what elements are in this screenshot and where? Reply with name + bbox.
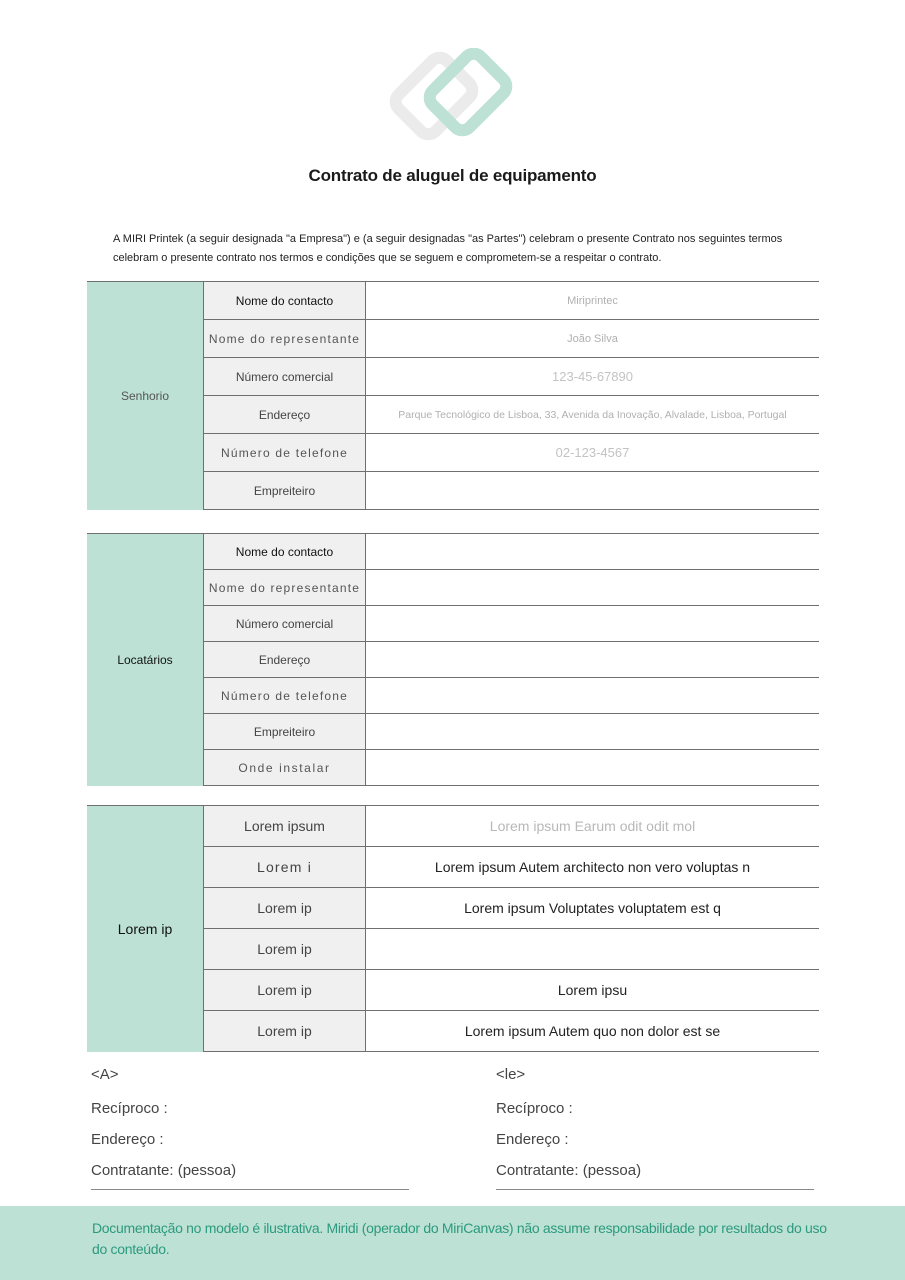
signature-contractor[interactable]: Contratante: (pessoa) — [496, 1162, 642, 1179]
field-value[interactable]: Miriprintec — [366, 282, 820, 320]
details-header: Lorem ip — [87, 806, 204, 1052]
field-value[interactable]: Lorem ipsum Voluptates voluptatem est q — [366, 888, 820, 929]
field-label: Empreiteiro — [204, 472, 366, 510]
field-value[interactable] — [366, 642, 820, 678]
field-label: Lorem ip — [204, 970, 366, 1011]
field-value[interactable] — [366, 678, 820, 714]
field-value[interactable]: Lorem ipsum Autem architecto non vero voluptas n — [366, 847, 820, 888]
table-row — [87, 534, 819, 570]
field-label: Número de telefone — [204, 434, 366, 472]
field-label: Número de telefone — [204, 678, 366, 714]
signature-heading: <A> — [91, 1066, 119, 1083]
field-value[interactable]: João Silva — [366, 320, 820, 358]
field-label: Nome do contacto — [204, 282, 366, 320]
field-value[interactable] — [366, 472, 820, 510]
landlord-header: Senhorio — [87, 282, 204, 510]
signature-line — [496, 1189, 814, 1190]
tenants-table — [87, 533, 819, 786]
field-label: Onde instalar — [204, 750, 366, 786]
table-row — [87, 282, 819, 320]
signature-heading: <le> — [496, 1066, 526, 1083]
field-value[interactable] — [366, 750, 820, 786]
field-value[interactable] — [366, 714, 820, 750]
signature-contractor[interactable]: Contratante: (pessoa) — [91, 1162, 237, 1179]
signature-block-b — [496, 1064, 814, 1190]
field-label: Nome do representante — [204, 570, 366, 606]
field-label: Número comercial — [204, 358, 366, 396]
table-row — [87, 806, 819, 847]
field-label: Lorem i — [204, 847, 366, 888]
field-value[interactable] — [366, 929, 820, 970]
tenants-header: Locatários — [87, 534, 204, 786]
footer-disclaimer: Documentação no modelo é ilustrativa. Miridi (operador do MiriCanvas) não assume responsabilidade por resultados do uso do conteúdo. — [92, 1220, 827, 1257]
signature-reciprocal[interactable]: Recíproco : — [496, 1100, 573, 1117]
field-value[interactable]: Parque Tecnológico de Lisboa, 33, Avenida da Inovação, Alvalade, Lisboa, Portugal — [366, 396, 820, 434]
field-label: Número comercial — [204, 606, 366, 642]
logo-icon — [386, 48, 520, 148]
intro-line: celebram o presente contrato nos termos e condições que se seguem e comprometem-se a respeitar o contrato. — [113, 252, 662, 264]
details-table — [87, 805, 819, 1052]
field-value[interactable]: Lorem ipsum Earum odit odit mol — [366, 806, 820, 847]
field-label: Nome do representante — [204, 320, 366, 358]
field-label: Endereço — [204, 642, 366, 678]
field-label: Lorem ip — [204, 1011, 366, 1052]
field-value[interactable]: 02-123-4567 — [366, 434, 820, 472]
signature-block-a — [91, 1064, 409, 1190]
signature-address[interactable]: Endereço : — [91, 1131, 164, 1148]
landlord-table — [87, 281, 819, 510]
signature-reciprocal[interactable]: Recíproco : — [91, 1100, 168, 1117]
page-title: Contrato de aluguel de equipamento — [308, 166, 597, 185]
intro-text — [113, 230, 813, 268]
field-label: Lorem ipsum — [204, 806, 366, 847]
field-value[interactable] — [366, 606, 820, 642]
field-label: Nome do contacto — [204, 534, 366, 570]
field-label: Lorem ip — [204, 929, 366, 970]
field-value[interactable] — [366, 570, 820, 606]
footer-band — [0, 1206, 905, 1280]
field-label: Endereço — [204, 396, 366, 434]
field-value[interactable]: Lorem ipsum Autem quo non dolor est se — [366, 1011, 820, 1052]
signature-line — [91, 1189, 409, 1190]
field-label: Lorem ip — [204, 888, 366, 929]
signature-address[interactable]: Endereço : — [496, 1131, 569, 1148]
field-value[interactable]: 123-45-67890 — [366, 358, 820, 396]
field-label: Empreiteiro — [204, 714, 366, 750]
intro-line: A MIRI Printek (a seguir designada "a Empresa") e (a seguir designadas "as Partes") celebram o presente Contrato nos seguintes termos — [113, 233, 783, 245]
field-value[interactable] — [366, 534, 820, 570]
field-value[interactable]: Lorem ipsu — [366, 970, 820, 1011]
